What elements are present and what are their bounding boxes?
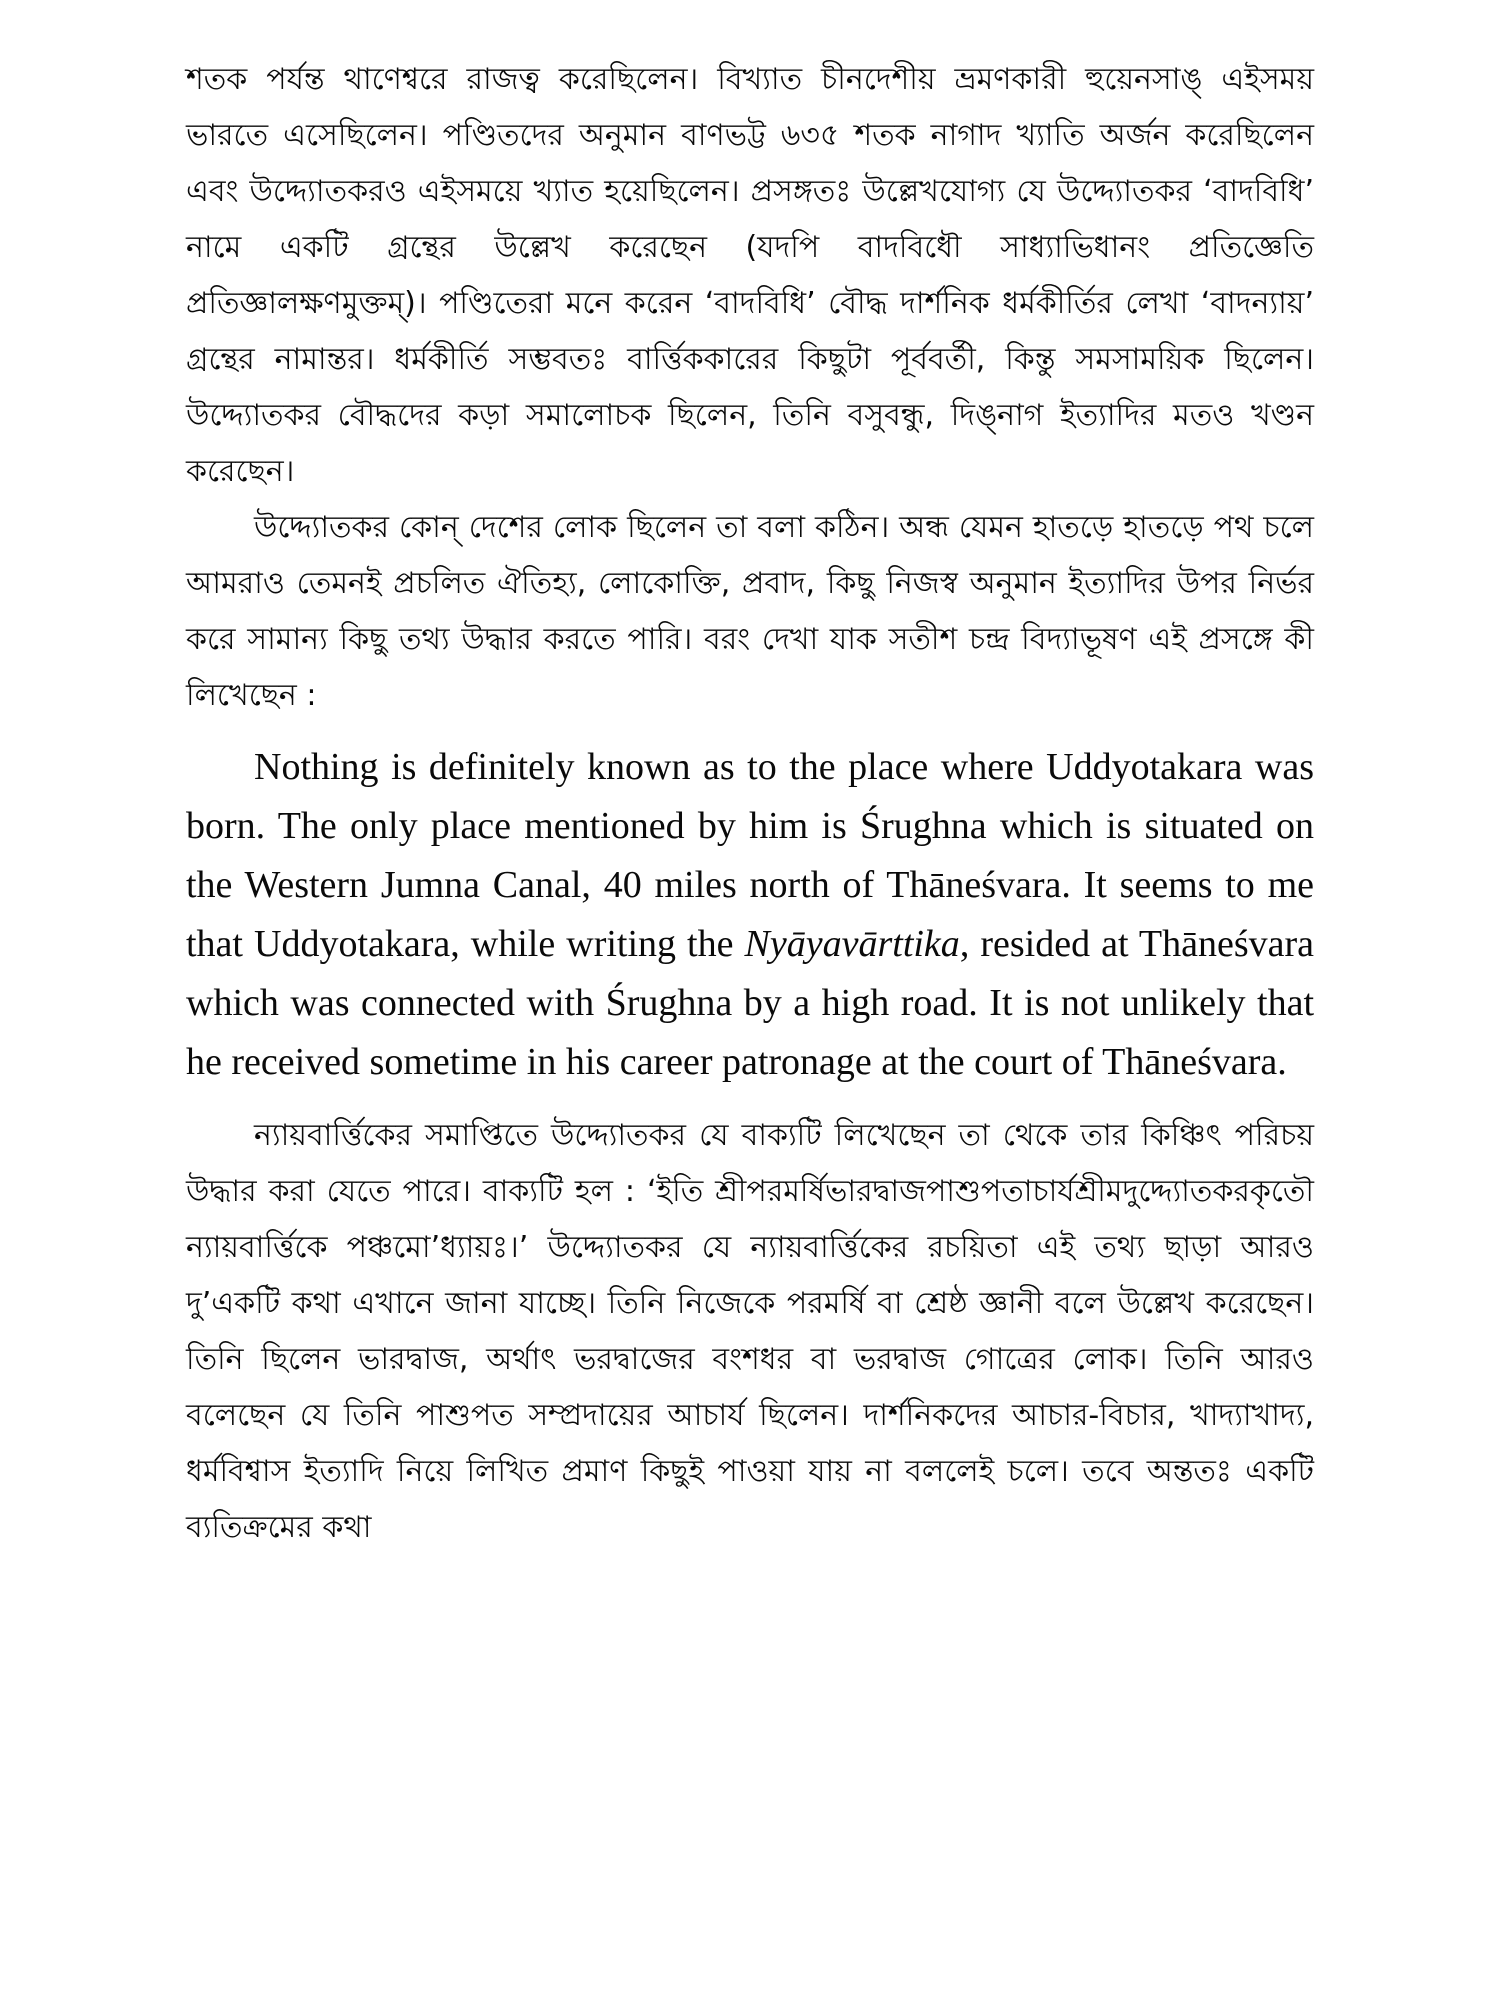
book-page (186, 52, 1314, 1556)
paragraph-bengali-3: ন্যায়বার্ত্তিকের সমাপ্তিতে উদ্দ্যোতকর যে বাক্যটি লিখেছেন তা থেকে তার কিঞ্চিৎ পরিচয় উদ্ধার করা যেতে পারে। বাক্যটি হল : ‘ইতি শ্রীপরমর্ষিভারদ্বাজপাশুপতাচার্যশ্রীমদুদ্দ্যোতকরকৃতৌ ন্যায়বার্ত্তিকে পঞ্চমো’ধ্যায়ঃ।’ উদ্দ্যোতকর যে ন্যায়বার্ত্তিকের রচয়িতা এই তথ্য ছাড়া আরও দু’একটি কথা এখানে জানা যাচ্ছে। তিনি নিজেকে পরমর্ষি বা শ্রেষ্ঠ জ্ঞানী বলে উল্লেখ করেছেন। তিনি ছিলেন ভারদ্বাজ, অর্থাৎ ভরদ্বাজের বংশধর বা ভরদ্বাজ গোত্রের লোক। তিনি আরও বলেছেন যে তিনি পাশুপত সম্প্রদায়ের আচার্য ছিলেন। দার্শনিকদের আচার-বিচার, খাদ্যাখাদ্য, ধর্মবিশ্বাস ইত্যাদি নিয়ে লিখিত প্রমাণ কিছুই পাওয়া যায় না বললেই চলে। তবে অন্ততঃ একটি ব্যতিক্রমের কথা (186, 1118, 1314, 1545)
quote-part-2: , resided at Thāneśvara which was connected with Śrughna by a high road. It is not unlikely that he received sometime in his career patronage at the court of Thāneśvara. (186, 923, 1315, 1083)
quote-part-1: Nothing is definitely known as to the place where Uddyotakara was born. The only place mentioned by him is Śrughna which is situated on the Western Jumna Canal, 40 miles north of Thāneśvara. It seems to me that Uddyotakara, while writing the (186, 746, 1314, 965)
paragraph-bengali-1: শতক পর্যন্ত থাণেশ্বরে রাজত্ব করেছিলেন। বিখ্যাত চীনদেশীয় ভ্রমণকারী হুয়েনসাঙ্ এইসময় ভারতে এসেছিলেন। পণ্ডিতদের অনুমান বাণভট্ট ৬৩৫ শতক নাগাদ খ্যাতি অর্জন করেছিলেন এবং উদ্দ্যোতকরও এইসময়ে খ্যাত হয়েছিলেন। প্রসঙ্গতঃ উল্লেখযোগ্য যে উদ্দ্যোতকর ‘বাদবিধি’ নামে একটি গ্রন্থের উল্লেখ করেছেন (যদপি বাদবিধৌ সাধ্যাভিধানং প্রতিজ্ঞেতি প্রতিজ্ঞালক্ষণমুক্তম্)। পণ্ডিতেরা মনে করেন ‘বাদবিধি’ বৌদ্ধ দার্শনিক ধর্মকীর্তির লেখা ‘বাদন্যায়’ গ্রন্থের নামান্তর। ধর্মকীর্তি সম্ভবতঃ বার্ত্তিককারের কিছুটা পূর্ববর্তী, কিন্তু সমসাময়িক ছিলেন। উদ্দ্যোতকর বৌদ্ধদের কড়া সমালোচক ছিলেন, তিনি বসুবন্ধু, দিঙ্নাগ ইত্যাদির মতও খণ্ডন করেছেন। (186, 62, 1314, 489)
quote-book-title: Nyāyavārttika (744, 923, 960, 965)
english-quotation (186, 738, 1314, 1092)
paragraph-bengali-2: উদ্দ্যোতকর কোন্ দেশের লোক ছিলেন তা বলা কঠিন। অন্ধ যেমন হাতড়ে হাতড়ে পথ চলে আমরাও তেমনই প্রচলিত ঐতিহ্য, লোকোক্তি, প্রবাদ, কিছু নিজস্ব অনুমান ইত্যাদির উপর নির্ভর করে সামান্য কিছু তথ্য উদ্ধার করতে পারি। বরং দেখা যাক সতীশ চন্দ্র বিদ্যাভূষণ এই প্রসঙ্গে কী লিখেছেন : (186, 510, 1314, 713)
